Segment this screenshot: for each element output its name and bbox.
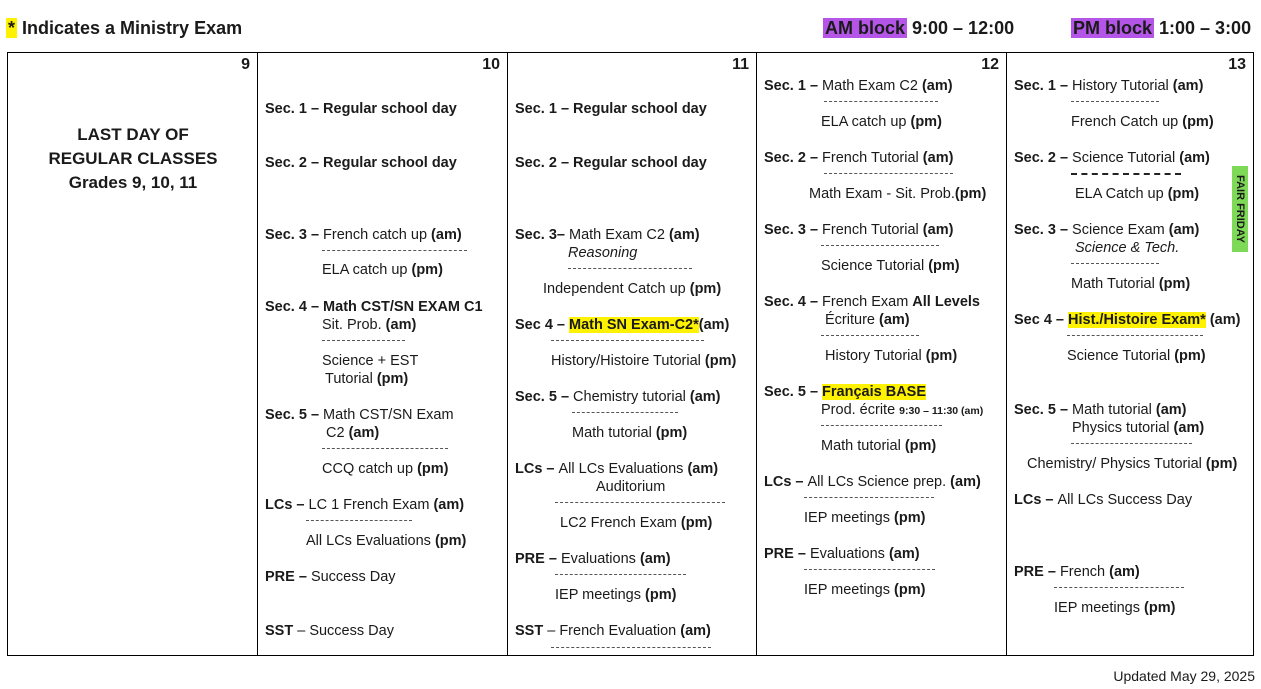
- sec-3-pm: [322, 261, 443, 279]
- entry-text: Chemistry/ Physics Tutorial: [1027, 456, 1206, 472]
- am-tag: (am): [1173, 420, 1205, 436]
- entry-text: LC2 French Exam: [560, 515, 681, 531]
- sec-3-am: [265, 226, 462, 244]
- pm-tag: (pm): [411, 262, 443, 278]
- sec-label: Sec. 5 –: [764, 384, 823, 400]
- pm-tag: (pm): [954, 186, 987, 202]
- pm-tag: (pm): [704, 353, 737, 369]
- entry-text: Math Tutorial: [1071, 276, 1159, 292]
- separator: [1071, 263, 1159, 264]
- day-9-column: [8, 53, 257, 655]
- sec-5-exam: [764, 383, 926, 401]
- separator: [821, 425, 942, 426]
- separator: [1067, 335, 1203, 336]
- entry-text: Math CST/SN EXAM C1: [323, 299, 483, 315]
- am-tag: (am): [1205, 312, 1241, 328]
- sec-label: Sec. 2 –: [265, 155, 324, 171]
- entry-text: All LCs Science prep.: [807, 474, 951, 490]
- ministry-exam-highlight: Hist./Histoire Exam*: [1068, 312, 1206, 328]
- pm-tag: (pm): [904, 438, 937, 454]
- entry-text: All LCs Evaluations: [306, 533, 435, 549]
- separator: [568, 268, 692, 269]
- sec-1-entry: [515, 100, 707, 118]
- pre-am: [1014, 563, 1140, 581]
- entry-text: Evaluations: [560, 551, 640, 567]
- separator: [821, 245, 939, 246]
- entry-text: French Tutorial: [822, 150, 923, 166]
- day-number: 12: [981, 56, 999, 73]
- entry-text: French Tutorial: [822, 222, 923, 238]
- sec-label: LCs –: [265, 497, 309, 513]
- sec-label: Sec. 1 –: [764, 78, 823, 94]
- pre-am: [764, 545, 920, 563]
- separator: [1071, 443, 1192, 444]
- am-block-hours: 9:00 – 12:00: [907, 18, 1015, 38]
- sec-3-pm: [1071, 275, 1190, 293]
- entry-text: Physics tutorial: [1072, 420, 1174, 436]
- pm-tag: (pm): [434, 533, 467, 549]
- pre-pm: [804, 581, 925, 599]
- sec-2-am: [764, 149, 953, 167]
- entry-text: Math Exam C2: [822, 78, 922, 94]
- separator: [804, 497, 934, 498]
- pm-tag: (pm): [689, 281, 722, 297]
- sec-label: Sec. 3–: [515, 227, 570, 243]
- lcs-pm: [804, 509, 925, 527]
- ministry-exam-highlight: Français BASE: [822, 384, 927, 400]
- day-number: 11: [732, 56, 749, 73]
- sec-4-am-2: [825, 311, 910, 329]
- sec-4-pm: [551, 352, 736, 370]
- separator: [804, 569, 935, 570]
- entry-text: Math Exam - Sit. Prob.: [809, 186, 955, 202]
- pm-tag: (pm): [1158, 276, 1191, 292]
- am-tag: (am): [922, 222, 954, 238]
- am-tag: (am): [921, 78, 953, 94]
- separator: [306, 520, 412, 521]
- sec-label: Sec. 3 –: [764, 222, 823, 238]
- pm-block-time: [1071, 17, 1251, 39]
- sec-3-am: [515, 226, 700, 244]
- pm-tag: (pm): [376, 371, 409, 387]
- entry-text: Math tutorial: [572, 425, 656, 441]
- entry-text: Science Tutorial: [821, 258, 929, 274]
- entry-text: IEP meetings: [555, 587, 646, 603]
- sec-label: Sec. 4 –: [764, 294, 823, 310]
- fair-friday-label: FAIR FRIDAY: [1234, 174, 1246, 244]
- pm-tag: (pm): [1144, 600, 1176, 616]
- separator: [824, 101, 938, 102]
- entry-text: – French Evaluation: [543, 623, 681, 639]
- lcs-am: [515, 460, 718, 478]
- pm-block-hours: 1:00 – 3:00: [1154, 18, 1252, 38]
- pm-tag: (pm): [894, 510, 926, 526]
- pm-tag: (pm): [680, 515, 713, 531]
- am-tag: (am): [680, 623, 711, 639]
- entry-text: IEP meetings: [1054, 600, 1145, 616]
- entry-text: Success Day: [310, 569, 396, 585]
- sec-label: LCs –: [764, 474, 808, 490]
- sec-5-pm: [322, 460, 449, 478]
- entry-text: Tutorial: [325, 371, 377, 387]
- entry-text: IEP meetings: [804, 510, 895, 526]
- pm-tag: (pm): [928, 258, 960, 274]
- sec-label: Sec. 4 –: [265, 299, 324, 315]
- lcs-am: [265, 496, 464, 514]
- pm-tag: (pm): [655, 425, 688, 441]
- exam-time: 9:30 – 11:30 (am): [899, 405, 984, 417]
- sec-4-am: [1014, 311, 1240, 329]
- last-day-note: [8, 123, 258, 195]
- sec-label: PRE –: [1014, 564, 1060, 580]
- entry-text: LC 1 French Exam: [308, 497, 434, 513]
- sec-label: Sec. 5 –: [515, 389, 574, 405]
- entry-text: Écriture: [825, 312, 879, 328]
- am-tag: (am): [1179, 150, 1210, 166]
- day-number: 13: [1228, 56, 1246, 73]
- am-tag: (am): [1168, 222, 1200, 238]
- entry-text: Chemistry tutorial: [573, 389, 690, 405]
- entry-text: All LCs Success Day: [1057, 492, 1193, 508]
- sec-4-am: [322, 316, 416, 334]
- am-tag: (am): [888, 546, 920, 562]
- sec-1-am: [764, 77, 953, 95]
- am-tag: (am): [950, 474, 981, 490]
- last-day-line-3: Grades 9, 10, 11: [68, 173, 198, 192]
- sec-5-am: [1014, 401, 1187, 419]
- sec-5-am: [326, 424, 379, 442]
- entry-text: French catch up: [323, 227, 432, 243]
- legend-star: *: [8, 18, 16, 38]
- entry-text: Science Exam: [1072, 222, 1169, 238]
- sec-label: Sec. 1 –: [515, 101, 574, 117]
- separator: [572, 412, 678, 413]
- sec-1-entry: [265, 100, 457, 118]
- sec-label: Sec. 2 –: [1014, 150, 1073, 166]
- sec-label: Sec. 5 –: [1014, 402, 1073, 418]
- sec-label: Sec 4 –: [515, 317, 570, 333]
- sec-label: Sec. 3 –: [1014, 222, 1073, 238]
- lcs-entry: [1014, 491, 1192, 509]
- entry-text: French Catch up: [1071, 114, 1183, 130]
- day-number: 9: [241, 56, 250, 73]
- sec-1-pm: [1071, 113, 1214, 131]
- entry-text: Science Tutorial: [1072, 150, 1180, 166]
- lcs-pm: [560, 514, 712, 532]
- entry-text: French: [1059, 564, 1110, 580]
- entry-text: Prod. écrite: [821, 402, 900, 418]
- pre-pm: [555, 586, 676, 604]
- legend-text: Indicates a Ministry Exam: [17, 18, 243, 38]
- sec-label: Sec. 2 –: [764, 150, 823, 166]
- am-tag: (am): [1172, 78, 1204, 94]
- sec-3-pm: [821, 257, 960, 275]
- entry-text: Regular school day: [573, 101, 707, 117]
- sec-4-am: [515, 316, 729, 334]
- sec-2-entry: [265, 154, 457, 172]
- last-day-line-2: REGULAR CLASSES: [48, 149, 218, 168]
- am-tag: (am): [668, 227, 700, 243]
- separator: [322, 340, 405, 341]
- sec-3-subject: Science & Tech.: [1075, 240, 1180, 256]
- am-tag: (am): [431, 227, 462, 243]
- entry-text: Regular school day: [323, 101, 457, 117]
- entry-text: Science Tutorial: [1067, 348, 1175, 364]
- am-tag: (am): [689, 389, 721, 405]
- sec-1-am: [1014, 77, 1203, 95]
- entry-text: ELA catch up: [322, 262, 412, 278]
- separator: [1054, 587, 1184, 588]
- separator: [1071, 101, 1159, 102]
- entry-text: Sit. Prob.: [322, 317, 386, 333]
- sec-4-pm-line-1: Science + EST: [322, 353, 419, 369]
- lcs-location: Auditorium: [596, 479, 666, 495]
- am-block-label: AM block: [825, 18, 906, 38]
- am-tag: (am): [687, 461, 719, 477]
- sec-3-am: [1014, 221, 1199, 239]
- pm-tag: (pm): [1174, 348, 1206, 364]
- sec-label: LCs –: [515, 461, 559, 477]
- am-tag: (am): [922, 150, 954, 166]
- sec-label: Sec. 1 –: [265, 101, 324, 117]
- day-number: 10: [482, 56, 500, 73]
- entry-text: Math Exam C2: [569, 227, 669, 243]
- sec-4-pm-line-2: [325, 370, 408, 388]
- pre-am: [515, 550, 671, 568]
- am-block-time: [823, 17, 1014, 39]
- sec-5-pm: [821, 437, 936, 455]
- sec-5-am: [515, 388, 721, 406]
- pm-tag: (pm): [417, 461, 449, 477]
- separator: [555, 502, 725, 503]
- sec-5-title: [265, 406, 454, 424]
- sec-2-pm: [1075, 185, 1199, 203]
- sec-5-am-2: [1072, 419, 1204, 437]
- day-11-column: [507, 53, 756, 655]
- fair-friday-badge: [1232, 166, 1248, 252]
- sec-3-am: [764, 221, 953, 239]
- entry-text: ELA catch up: [821, 114, 911, 130]
- exam-schedule-grid: [7, 52, 1254, 656]
- pm-block-label: PM block: [1073, 18, 1153, 38]
- entry-text: All LCs Evaluations: [558, 461, 688, 477]
- sec-5-pm: [572, 424, 687, 442]
- sst-entry: [265, 622, 394, 640]
- updated-date: Updated May 29, 2025: [1113, 668, 1255, 684]
- sec-label: PRE –: [515, 551, 561, 567]
- pm-tag: (pm): [1167, 186, 1200, 202]
- entry-text: Math CST/SN Exam: [323, 407, 454, 423]
- sec-2-entry: [515, 154, 707, 172]
- am-tag: (am): [639, 551, 671, 567]
- entry-text: C2: [326, 425, 349, 441]
- sec-2-am: [1014, 149, 1210, 167]
- am-tag: (am): [1109, 564, 1140, 580]
- entry-text: Evaluations: [809, 546, 889, 562]
- entry-text: Regular school day: [323, 155, 457, 171]
- am-tag: (am): [348, 425, 380, 441]
- entry-text: History/Histoire Tutorial: [551, 353, 705, 369]
- sst-am: [515, 622, 711, 640]
- entry-text: Math tutorial: [821, 438, 905, 454]
- pm-tag: (pm): [645, 587, 677, 603]
- separator: [555, 574, 686, 575]
- sec-4-pm: [825, 347, 957, 365]
- last-day-line-1: LAST DAY OF: [77, 125, 189, 144]
- sec-4-pm: [1067, 347, 1206, 365]
- am-tag: (am): [1155, 402, 1187, 418]
- sec-label: SST: [265, 623, 294, 639]
- lcs-pm: [306, 532, 466, 550]
- day-13-column: [1006, 53, 1253, 655]
- sec-4-am: [764, 293, 980, 311]
- sec-label: LCs –: [1014, 492, 1058, 508]
- separator: [1071, 173, 1181, 175]
- lcs-am: [764, 473, 981, 491]
- separator: [551, 647, 711, 648]
- entry-text: ELA Catch up: [1075, 186, 1168, 202]
- sec-1-pm: [821, 113, 942, 131]
- ministry-exam-legend: [6, 17, 242, 39]
- sec-label: PRE –: [265, 569, 311, 585]
- sec-5-sub: [821, 401, 983, 420]
- ministry-exam-highlight: Math SN Exam-C2*: [569, 317, 699, 333]
- entry-text: History Tutorial: [1072, 78, 1173, 94]
- separator: [322, 250, 467, 251]
- entry-text: Regular school day: [573, 155, 707, 171]
- sec-5-pm: [1027, 455, 1237, 473]
- pre-pm: [1054, 599, 1175, 617]
- am-tag: (am): [433, 497, 465, 513]
- sec-label: Sec. 3 –: [265, 227, 324, 243]
- pm-tag: (pm): [894, 582, 926, 598]
- am-tag: (am): [879, 312, 910, 328]
- entry-text: Math tutorial: [1072, 402, 1156, 418]
- levels-text: All Levels: [912, 294, 980, 310]
- pm-tag: (pm): [1205, 456, 1238, 472]
- sec-3-subject: Reasoning: [568, 245, 638, 261]
- sec-label: Sec. 2 –: [515, 155, 574, 171]
- sec-label: PRE –: [764, 546, 810, 562]
- sec-label: Sec. 5 –: [265, 407, 324, 423]
- pm-tag: (pm): [910, 114, 942, 130]
- entry-text: – Success Day: [293, 623, 394, 639]
- separator: [824, 173, 953, 174]
- entry-text: Independent Catch up: [543, 281, 690, 297]
- sec-label: SST: [515, 623, 544, 639]
- sec-2-pm: [809, 185, 986, 203]
- am-tag: (am): [385, 317, 417, 333]
- day-10-column: [257, 53, 507, 655]
- separator: [551, 340, 704, 341]
- am-tag: (am): [698, 317, 730, 333]
- sec-4-title: [265, 298, 483, 316]
- separator: [322, 448, 448, 449]
- entry-text: IEP meetings: [804, 582, 895, 598]
- sec-3-pm: [543, 280, 721, 298]
- entry-text: CCQ catch up: [322, 461, 418, 477]
- separator: [821, 335, 919, 336]
- entry-text: French Exam: [822, 294, 913, 310]
- sec-label: Sec 4 –: [1014, 312, 1069, 328]
- day-12-column: [756, 53, 1006, 655]
- sec-label: Sec. 1 –: [1014, 78, 1073, 94]
- entry-text: History Tutorial: [825, 348, 926, 364]
- pm-tag: (pm): [925, 348, 958, 364]
- pre-entry: [265, 568, 396, 586]
- pm-tag: (pm): [1182, 114, 1214, 130]
